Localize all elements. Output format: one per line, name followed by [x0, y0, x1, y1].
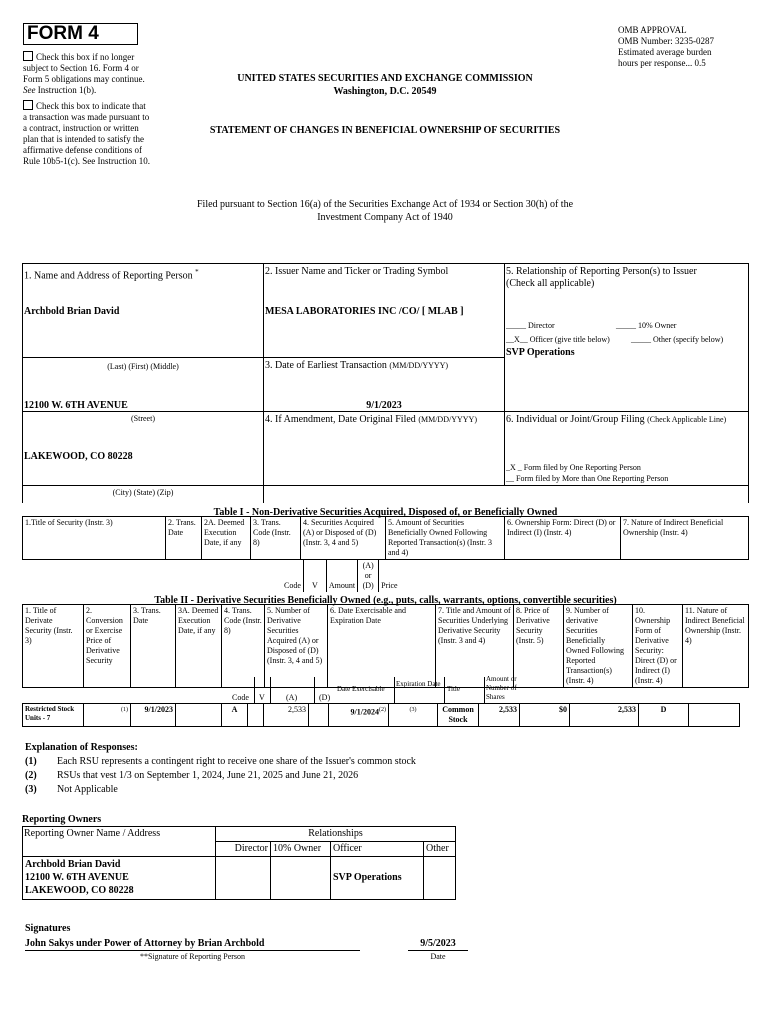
- t1-col-deemed: 2A. Deemed Execution Date, if any: [202, 517, 251, 560]
- table1-subheader: [282, 559, 400, 592]
- owner-row-officer: SVP Operations: [331, 857, 424, 900]
- t2-row-price: $0: [520, 704, 570, 727]
- omb-approval-title: OMB APPROVAL: [618, 25, 687, 35]
- t2-data-row: [22, 703, 740, 727]
- section16-see: See: [23, 85, 36, 95]
- t2-col-date: 3. Trans. Date: [131, 605, 176, 688]
- t2-col-title: 1. Title of Derivate Security (Instr. 3): [23, 605, 84, 688]
- omb-approval: [618, 25, 758, 69]
- statement-title: STATEMENT OF CHANGES IN BENEFICIAL OWNERSHIP OF SECURITIES: [209, 125, 561, 136]
- street-caption: (Street): [131, 414, 155, 423]
- divider-box6-bottom: [263, 485, 749, 486]
- t2-col-code: 4. Trans. Code (Instr. 8): [222, 605, 265, 688]
- box6-label: [506, 414, 746, 426]
- rule10b5-checkbox-label: Check this box to indicate that a transaction was made pursuant to a contract, instruction or written plan that is intended to satisfy the affirmative defense conditions of Rule 10b5-1(c). See Instruction 10.: [23, 101, 150, 166]
- reporting-owners-table: [22, 826, 456, 900]
- box5-label: [506, 266, 746, 290]
- t2-row-security: Restricted Stock Units - 7: [23, 704, 84, 727]
- t2-row-v: [248, 704, 264, 727]
- t2-row-shares: 2,533: [479, 704, 520, 727]
- rule10b5-checkbox-block: [23, 100, 151, 167]
- reporting-owners-heading: Reporting Owners: [22, 814, 102, 825]
- t2-sub-divider3: [314, 677, 315, 704]
- date-caption: Date: [430, 952, 446, 961]
- t2-sub-title: Title: [447, 685, 460, 693]
- owner-row-director: [216, 857, 271, 900]
- explanation-text-1: Each RSU represents a contingent right to receive one share of the Issuer's common stock: [57, 756, 416, 767]
- rel-other[interactable]: _____ Other (specify below): [631, 335, 724, 344]
- owners-col-name-blank: [23, 842, 216, 857]
- box4-label-text: 4. If Amendment, Date Original Filed: [265, 414, 416, 425]
- t1-col-title: 1.Title of Security (Instr. 3): [23, 517, 166, 560]
- omb-burden: Estimated average burden: [618, 47, 712, 57]
- box3-format: (MM/DD/YYYY): [389, 361, 449, 370]
- divider-box1-city: [22, 485, 264, 486]
- t2-row-title: Common Stock: [438, 704, 479, 727]
- t1-sub-code: Code: [282, 560, 303, 593]
- t1-sub-ad: (A) or (D): [358, 560, 379, 593]
- owner-city: LAKEWOOD, CO 80228: [25, 885, 134, 896]
- rel-ten-percent-owner[interactable]: _____ 10% Owner: [616, 321, 677, 330]
- box6-sublabel: (Check Applicable Line): [647, 415, 727, 424]
- t2-col-conversion: 2. Conversion or Exercise Price of Derivative Security: [84, 605, 131, 688]
- owners-col-director: Director: [216, 842, 271, 857]
- filed-pursuant-line1: Filed pursuant to Section 16(a) of the Securities Exchange Act of 1934 or Section 30(h) of the: [196, 199, 574, 210]
- t2-sub-code: Code: [232, 693, 249, 702]
- t2-row-exercisable-note: (2): [379, 707, 386, 713]
- t2-col-exercisable: 6. Date Exercisable and Expiration Date: [328, 605, 436, 688]
- filing-one-person[interactable]: _X _ Form filed by One Reporting Person: [506, 463, 641, 472]
- divider-col2: [504, 263, 505, 486]
- name-caption: (Last) (First) (Middle): [107, 362, 179, 371]
- divider-box1-name: [22, 357, 264, 358]
- t2-sub-d: (D): [319, 693, 331, 702]
- signatures-heading: Signatures: [25, 923, 71, 934]
- table1-title: Table I - Non-Derivative Securities Acquired, Disposed of, or Beneficially Owned: [213, 507, 558, 518]
- t2-col-owned: 9. Number of derivative Securities Beneficially Owned Following Reported Transaction(s) (Instr. 4): [564, 605, 633, 688]
- signature-caption: **Signature of Reporting Person: [139, 952, 246, 961]
- reporting-person-name: Archbold Brian David: [24, 306, 120, 317]
- box1-asterisk: *: [195, 268, 199, 276]
- owners-col-officer: Officer: [331, 842, 424, 857]
- t2-sub-v: V: [259, 693, 265, 702]
- owner-row-address: [23, 857, 216, 900]
- t1-col-ownership: 6. Ownership Form: Direct (D) or Indirect (I) (Instr. 4): [505, 517, 621, 560]
- section16-checkbox[interactable]: [23, 51, 33, 61]
- t2-sub-amount: Amount or Number of Shares: [486, 675, 517, 701]
- omb-hours: hours per response... 0.5: [618, 58, 706, 68]
- box1-label: [24, 266, 260, 282]
- commission-name: UNITED STATES SECURITIES AND EXCHANGE COMMISSION: [237, 73, 533, 84]
- signature-line: [25, 950, 360, 951]
- t2-col-form: 10. Ownership Form of Derivative Security: Direct (D) or Indirect (I) (Instr. 4): [633, 605, 683, 688]
- explanation-item-2: [25, 770, 416, 784]
- signature-date: 9/5/2023: [420, 938, 456, 949]
- table2: [22, 604, 749, 688]
- city-caption: (City) (State) (Zip): [112, 488, 174, 497]
- t2-sub-a: (A): [286, 693, 298, 702]
- t1-col-code: 3. Trans. Code (Instr. 8): [251, 517, 301, 560]
- t2-col-derivative-number: 5. Number of Derivative Securities Acquired (A) or Disposed of (D) (Instr. 3, 4 and 5): [265, 605, 328, 688]
- t2-sub-divider5: [444, 677, 445, 704]
- commission-location: Washington, D.C. 20549: [333, 86, 437, 97]
- explanation-item-1: [25, 756, 416, 770]
- divider-box2-3: [263, 357, 505, 358]
- owners-col-relationships: Relationships: [216, 827, 456, 842]
- box4-format: (MM/DD/YYYY): [418, 415, 477, 424]
- explanation-num-3: (3): [25, 784, 37, 795]
- form-title: FORM 4: [27, 23, 99, 44]
- earliest-transaction-date: 9/1/2023: [366, 400, 402, 411]
- owner-row-ten-percent: [271, 857, 331, 900]
- explanation-heading: Explanation of Responses:: [25, 742, 138, 753]
- explanation-text-2: RSUs that vest 1/3 on September 1, 2024, June 21, 2025 and June 21, 2026: [57, 770, 359, 781]
- rel-director[interactable]: _____ Director: [506, 321, 555, 330]
- t2-col-underlying: 7. Title and Amount of Securities Underlying Derivative Security (Instr. 3 and 4): [436, 605, 514, 688]
- section16-checkbox-block: [23, 51, 148, 96]
- explanation-num-2: (2): [25, 770, 37, 781]
- t2-row-owned: 2,533: [570, 704, 639, 727]
- explanation-list: [25, 756, 416, 798]
- table2-title-text: Table II - Derivative Securities Beneficially Owned (e.g., puts, calls, warrants, options, convertible securities): [154, 595, 617, 606]
- owners-col-other: Other: [424, 842, 456, 857]
- t2-sub-divider2: [270, 677, 271, 704]
- t1-sub-price: Price: [379, 560, 400, 593]
- t2-sub-expiration: Expiration Date: [396, 680, 441, 688]
- t2-row-date: 9/1/2023: [131, 704, 176, 727]
- owner-row-other: [424, 857, 456, 900]
- t1-col-date: 2. Trans. Date: [166, 517, 202, 560]
- t2-sub-divider1: [254, 677, 255, 704]
- rel-officer[interactable]: __X__ Officer (give title below): [506, 335, 610, 344]
- officer-title: SVP Operations: [506, 347, 575, 358]
- t2-sub-divider4: [394, 677, 395, 704]
- box2-label: 2. Issuer Name and Ticker or Trading Symbol: [265, 266, 449, 277]
- divider-col1: [263, 263, 264, 503]
- t2-sub-divider6: [484, 677, 485, 704]
- t1-col-amount: 5. Amount of Securities Beneficially Owned Following Reported Transaction(s) (Instr. 3 and 4): [386, 517, 505, 560]
- explanation-item-3: [25, 784, 416, 798]
- t2-row-conversion-note: (1): [121, 707, 128, 713]
- box4-label: [265, 414, 505, 426]
- t2-row-expiration: [389, 704, 438, 727]
- box3-label: [265, 360, 501, 372]
- explanation-num-1: (1): [25, 756, 37, 767]
- t2-row-nature: [689, 704, 740, 727]
- box6-label-text: 6. Individual or Joint/Group Filing: [506, 414, 645, 425]
- t2-row-exercisable: [329, 704, 389, 727]
- box5-sublabel: (Check all applicable): [506, 278, 595, 289]
- signer-name: John Sakys under Power of Attorney by Brian Archbold: [25, 938, 265, 949]
- t2-row-code: A: [222, 704, 248, 727]
- t1-sub-v: V: [303, 560, 326, 593]
- owners-col-ten-percent: 10% Owner: [271, 842, 331, 857]
- issuer-name: MESA LABORATORIES INC /CO/ [ MLAB ]: [265, 306, 464, 317]
- reporting-street: 12100 W. 6TH AVENUE: [24, 400, 128, 411]
- explanation-text-3: Not Applicable: [57, 784, 118, 795]
- t2-row-conversion: [84, 704, 131, 727]
- t2-row-exercisable-date: 9/1/2024: [350, 707, 379, 717]
- box1-label-text: 1. Name and Address of Reporting Person: [24, 270, 193, 282]
- t2-row-expiration-note: (3): [409, 707, 417, 713]
- section16-instruction: Instruction 1(b).: [37, 85, 97, 95]
- box3-label-text: 3. Date of Earliest Transaction: [265, 360, 387, 371]
- omb-number: OMB Number: 3235-0287: [618, 36, 714, 46]
- t1-col-nature: 7. Nature of Indirect Beneficial Ownership (Instr. 4): [621, 517, 749, 560]
- t2-row-deemed: [176, 704, 222, 727]
- t2-col-price: 8. Price of Derivative Security (Instr. 5): [514, 605, 564, 688]
- owners-col-name: Reporting Owner Name / Address: [23, 827, 216, 842]
- date-line: [408, 950, 468, 951]
- t2-row-a: 2,533: [264, 704, 309, 727]
- rule10b5-checkbox[interactable]: [23, 100, 33, 110]
- t1-sub-amount: Amount: [326, 560, 357, 593]
- owner-street: 12100 W. 6TH AVENUE: [25, 872, 129, 883]
- filed-pursuant-line2: Investment Company Act of 1940: [317, 212, 453, 223]
- t1-col-acquired: 4. Securities Acquired (A) or Disposed of (D) (Instr. 3, 4 and 5): [301, 517, 386, 560]
- section16-checkbox-label: Check this box if no longer subject to Section 16. Form 4 or Form 5 obligations may continue.: [23, 52, 145, 84]
- t2-col-deemed: 3A. Deemed Execution Date, if any: [176, 605, 222, 688]
- filing-multiple-persons[interactable]: __ Form filed by More than One Reporting Person: [506, 474, 669, 483]
- t2-row-form: D: [639, 704, 689, 727]
- reporting-city: LAKEWOOD, CO 80228: [24, 451, 133, 462]
- t2-col-nature: 11. Nature of Indirect Beneficial Ownership (Instr. 4): [683, 605, 749, 688]
- t2-sub-exercisable: Date Exercisable: [337, 685, 385, 693]
- t2-row-d: [309, 704, 329, 727]
- box5-label-text: 5. Relationship of Reporting Person(s) to Issuer: [506, 266, 697, 277]
- table1: [22, 516, 749, 560]
- owner-name: Archbold Brian David: [25, 859, 121, 870]
